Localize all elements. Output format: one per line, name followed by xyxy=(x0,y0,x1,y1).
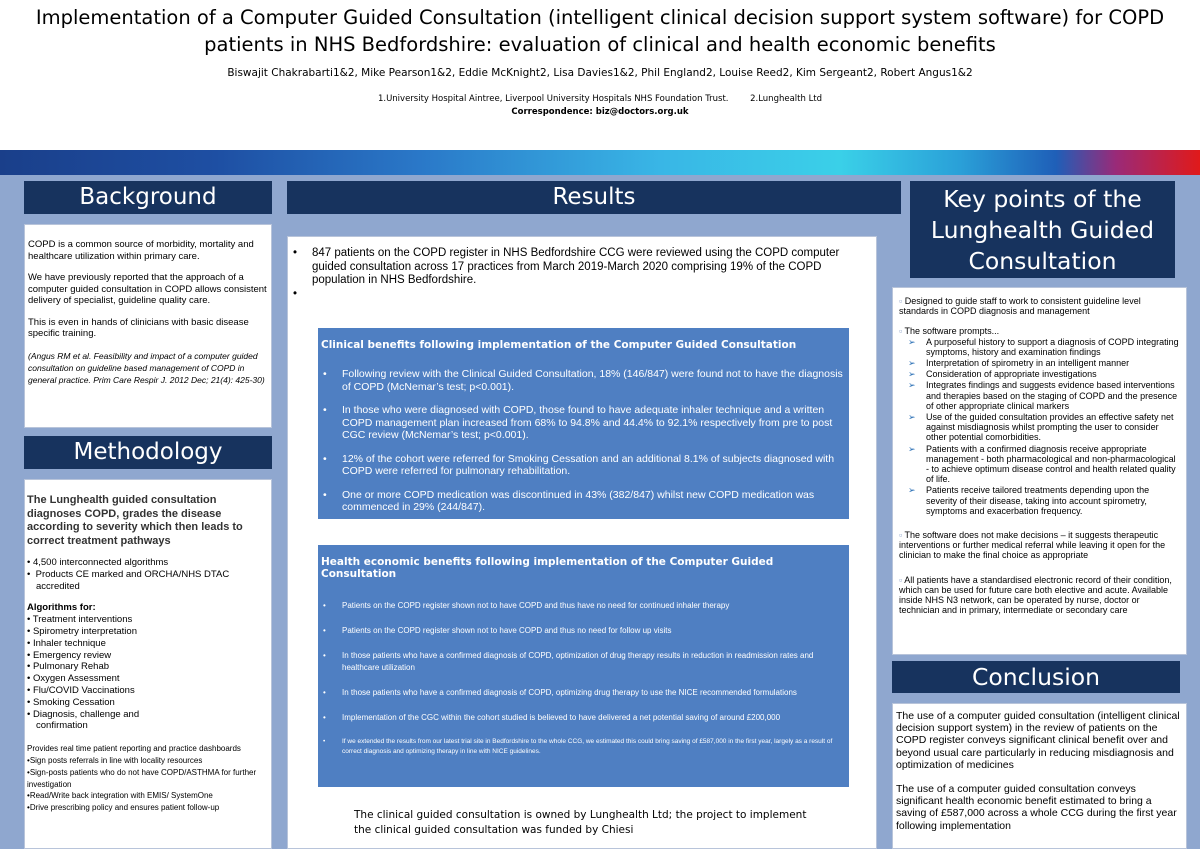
poster-title-line2: patients in NHS Bedfordshire: evaluation of clinical and health economic benefits xyxy=(204,33,996,56)
decorative-color-band xyxy=(0,150,1200,175)
methodology-bullet: • 4,500 interconnected algorithms xyxy=(27,557,169,568)
bullet-marker: ▫ xyxy=(899,326,903,337)
algorithm-text: Treatment interventions xyxy=(32,614,133,626)
algorithm-item: • Flu/COVID Vaccinations xyxy=(27,684,135,696)
arrow-bullet-icon: ➢ xyxy=(908,412,916,423)
algorithm-item: • Inhaler technique xyxy=(27,637,106,649)
methodology-footer-item: •Sign-posts patients who do not have COPD/ASTHMA for further investigation xyxy=(27,767,257,789)
prompt-item xyxy=(908,369,1180,380)
economic-benefits-list xyxy=(321,600,846,756)
keypoints-heading xyxy=(910,181,1175,278)
prompt-text: Consideration of appropriate investigations xyxy=(926,369,1097,380)
prompt-item xyxy=(908,443,1180,485)
prompt-text: Interpretation of spirometry in an intelligent manner xyxy=(926,358,1130,369)
methodology-bullets xyxy=(27,557,269,592)
methodology-footer-text: Sign posts referrals in line with locality resources xyxy=(29,755,203,765)
prompt-text: Integrates findings and suggests evidence based interventions and therapies based on the staging of COPD and the presence of other appropriate clinical markers xyxy=(926,380,1178,411)
economic-benefit-item: • Patients on the COPD register shown not to have COPD and thus have no need for continued inhaler therapy xyxy=(321,600,846,612)
conclusion-paragraph: The use of a computer guided consultation conveys significant health economic benefit estimated to bring a saving of £587,000 across a whole CCG during the first year following implementation xyxy=(896,783,1177,832)
arrow-bullet-icon: ➢ xyxy=(908,369,916,380)
methodology-footer-text: Sign-posts patients who do not have COPD/ASTHMA for further investigation xyxy=(27,767,257,789)
background-paragraph: This is even in hands of clinicians with basic disease specific training. xyxy=(28,316,249,339)
algorithm-text: Emergency review xyxy=(32,649,112,661)
prompt-item xyxy=(908,336,1180,357)
conclusion-heading: Conclusion xyxy=(892,661,1180,693)
economic-benefits-heading: Health economic benefits following implementation of the Computer Guided Consultation xyxy=(321,556,774,580)
economic-benefits-box xyxy=(318,545,849,787)
keypoint-item xyxy=(899,575,1180,616)
keypoint-item xyxy=(899,530,1180,561)
background-paragraph: We have previously reported that the approach of a computer guided consultation in COPD allows consistent delivery of specialist, guideline quality care. xyxy=(28,272,267,306)
funding-footnote xyxy=(354,808,874,838)
algorithms-list xyxy=(27,614,269,732)
keypoint-text: The software prompts... xyxy=(904,326,1000,337)
affiliations: 1.University Hospital Aintree, Liverpool University Hospitals NHS Foundation Trust. 2.Lunghealth Ltd xyxy=(377,94,823,104)
bullet-marker: ▫ xyxy=(899,296,903,306)
prompt-item xyxy=(908,485,1180,516)
conclusion-paragraph: The use of a computer guided consultation (intelligent clinical decision support system) in the review of patients on the COPD register conveys significant clinical benefit over and beyond usual care particularly in reducing misdiagnosis and optimization of medicines xyxy=(896,710,1180,771)
methodology-footer-text: Drive prescribing policy and ensures patient follow-up xyxy=(29,803,220,813)
background-section xyxy=(24,224,272,428)
keypoints-heading-line: Consultation xyxy=(968,247,1117,275)
results-heading: Results xyxy=(287,181,901,214)
keypoints-heading-line: Lunghealth Guided xyxy=(930,216,1155,244)
methodology-footer xyxy=(27,743,269,814)
algorithm-text: Oxygen Assessment xyxy=(32,673,120,685)
arrow-bullet-icon: ➢ xyxy=(908,485,916,496)
bullet-marker: • xyxy=(293,247,298,259)
prompt-text: Patients receive tailored treatments depending upon the severity of their disease, taking into account spirometry, symptoms and exacerbation frequency. xyxy=(926,485,1150,516)
economic-benefit-item: • In those patients who have a confirmed diagnosis of COPD, optimizing drug therapy to use the NICE recommended formulations xyxy=(321,687,846,699)
keypoint-item xyxy=(899,296,1180,316)
algorithm-item: • Spirometry interpretation xyxy=(27,625,137,637)
funding-footnote-line1: The clinical guided consultation is owned by Lunghealth Ltd; the project to implement xyxy=(354,809,807,821)
algorithm-item: • Pulmonary Rehab xyxy=(27,661,110,673)
methodology-section xyxy=(24,479,272,849)
author-list: Biswajit Chakrabarti1&2, Mike Pearson1&2, Eddie McKnight2, Lisa Davies1&2, Phil England2, Louise Reed2, Kim Sergeant2, Robert Angus1&2 xyxy=(227,67,973,79)
keypoints-section xyxy=(892,287,1187,655)
algorithm-text: Inhaler technique xyxy=(32,637,106,649)
conclusion-section xyxy=(892,703,1187,849)
clinical-benefit-item: • Following review with the Clinical Guided Consultation, 18% (146/847) were found not to have the diagnosis of COPD (McNemar’s test; p<0.001). xyxy=(321,368,846,393)
prompt-item xyxy=(908,412,1180,443)
methodology-heading: Methodology xyxy=(24,436,272,469)
keypoint-text: The software does not make decisions – it suggests therapeutic interventions or further medical referral while leaving it open for the clinician to make the final choice as appropriate xyxy=(899,530,1166,561)
arrow-bullet-icon: ➢ xyxy=(908,380,916,391)
results-intro xyxy=(291,247,871,301)
algorithm-item: • Emergency review xyxy=(27,649,112,661)
prompt-item xyxy=(908,380,1180,411)
algorithm-text: Pulmonary Rehab xyxy=(32,661,110,673)
funding-footnote-line2: the clinical guided consultation was funded by Chiesi xyxy=(354,824,634,836)
clinical-benefits-heading: Clinical benefits following implementation of the Computer Guided Consultation xyxy=(321,339,797,351)
bullet-marker: ▫ xyxy=(899,530,903,541)
results-intro-text: 847 patients on the COPD register in NHS Bedfordshire CCG were reviewed using the COPD computer guided consultation across 17 practices from March 2019-March 2020 comprising 19% of the COPD population in NHS Bedfordshire. xyxy=(312,247,840,286)
clinical-benefits-list xyxy=(321,368,846,514)
prompt-text: A purposeful history to support a diagnosis of COPD integrating symptoms, history and examination findings xyxy=(926,336,1179,357)
clinical-benefit-item: • 12% of the cohort were referred for Smoking Cessation and an additional 8.1% of subjects diagnosed with COPD were referred for pulmonary rehabilitation. xyxy=(321,453,846,478)
methodology-bullet-text: 4,500 interconnected algorithms xyxy=(32,557,169,568)
algorithm-item: • Smoking Cessation xyxy=(27,696,115,708)
arrow-bullet-icon: ➢ xyxy=(908,358,916,369)
economic-benefit-item: • Implementation of the CGC within the cohort studied is believed to have delivered a net potential saving of around £200,000 xyxy=(321,712,846,724)
keypoint-text: Designed to guide staff to work to consistent guideline level standards in COPD diagnosis and management xyxy=(899,296,1141,317)
algorithm-text: Diagnosis, challenge and confirmation xyxy=(32,708,140,732)
keypoint-text: All patients have a standardised electronic record of their condition, which can be used for future care both elective and acute. Available inside NHS N3 network, can be operated by nurse, doctor or technician and in primary, intermediate or secondary care xyxy=(899,574,1172,616)
arrow-bullet-icon: ➢ xyxy=(908,336,916,347)
results-intro-item xyxy=(291,247,871,288)
correspondence: Correspondence: biz@doctors.org.uk xyxy=(511,107,689,117)
prompts-list xyxy=(899,337,1180,516)
methodology-footer-item: •Sign posts referrals in line with locality resources xyxy=(27,755,203,765)
clinical-benefit-item: • One or more COPD medication was discontinued in 43% (382/847) whilst new COPD medication was commenced in 29% (244/847). xyxy=(321,489,846,514)
methodology-lead: The Lunghealth guided consultation diagnoses COPD, grades the disease according to severity which then leads to correct treatment pathways xyxy=(27,494,243,547)
methodology-footer-item: •Drive prescribing policy and ensures patient follow-up xyxy=(27,803,220,813)
arrow-bullet-icon: ➢ xyxy=(908,443,916,454)
prompt-text: Use of the guided consultation provides an effective safety net against misdiagnosis whilst prompting the user to consider other potential comorbidities. xyxy=(926,412,1174,443)
poster-title xyxy=(0,4,1200,58)
methodology-footer-item: •Read/Write back integration with EMIS/ SystemOne xyxy=(27,791,213,801)
algorithm-text: Smoking Cessation xyxy=(32,696,115,708)
background-heading: Background xyxy=(24,181,272,214)
algorithm-text: Spirometry interpretation xyxy=(32,625,137,637)
economic-benefit-item: • In those patients who have a confirmed diagnosis of COPD, optimization of drug therapy results in reduction in readmission rates and healthcare utilization xyxy=(321,650,846,674)
economic-benefit-item: • Patients on the COPD register shown not to have COPD and thus no need for follow up visits xyxy=(321,625,846,637)
bullet-marker: ▫ xyxy=(899,574,903,585)
keypoint-item xyxy=(899,326,1180,336)
algorithm-item: • Diagnosis, challenge and confirmation xyxy=(27,708,140,732)
keypoints-heading-line: Key points of the xyxy=(943,185,1142,213)
background-citation: (Angus RM et al. Feasibility and impact of a computer guided consultation on guideline based management of COPD in general practice. Prim Care Respir J. 2012 Dec; 21(4): 425-30) xyxy=(28,350,265,385)
poster-title-line1: Implementation of a Computer Guided Consultation (intelligent clinical decision support system software) for COPD xyxy=(35,6,1165,29)
algorithms-heading: Algorithms for: xyxy=(27,602,96,614)
prompt-text: Patients with a confirmed diagnosis receive appropriate management - both pharmacological and non-pharmacological - to achieve optimum disease control and health related quality of life. xyxy=(926,443,1176,485)
prompt-item xyxy=(908,358,1180,369)
methodology-bullet: • Products CE marked and ORCHA/NHS DTAC accredited xyxy=(27,568,230,592)
results-empty-bullet: • xyxy=(293,287,298,300)
clinical-benefits-box xyxy=(318,328,849,519)
background-paragraph: COPD is a common source of morbidity, mortality and healthcare utilization within primary care. xyxy=(28,239,254,262)
economic-benefit-item: • If we extended the results from our latest trial site in Bedfordshire to the whole CCG, we estimated this could bring saving of £587,000 in the first year, largely as a result of correct diagnosis and optimizing therapy in line with NICE guidelines. xyxy=(321,737,846,756)
algorithm-item: • Treatment interventions xyxy=(27,614,133,626)
algorithm-text: Flu/COVID Vaccinations xyxy=(32,684,135,696)
clinical-benefit-item: • In those who were diagnosed with COPD, those found to have adequate inhaler technique and a written COPD management plan increased from 68% to 94.8% and 44.4% to 92.1% respectively from pre to post CGC review (McNemar’s test; p<0.001). xyxy=(321,404,846,442)
methodology-footer-intro: Provides real time patient reporting and practice dashboards xyxy=(27,744,241,754)
methodology-bullet-text: Products CE marked and ORCHA/NHS DTAC accredited xyxy=(35,568,230,592)
methodology-footer-text: Read/Write back integration with EMIS/ SystemOne xyxy=(29,791,213,801)
algorithm-item: • Oxygen Assessment xyxy=(27,673,120,685)
